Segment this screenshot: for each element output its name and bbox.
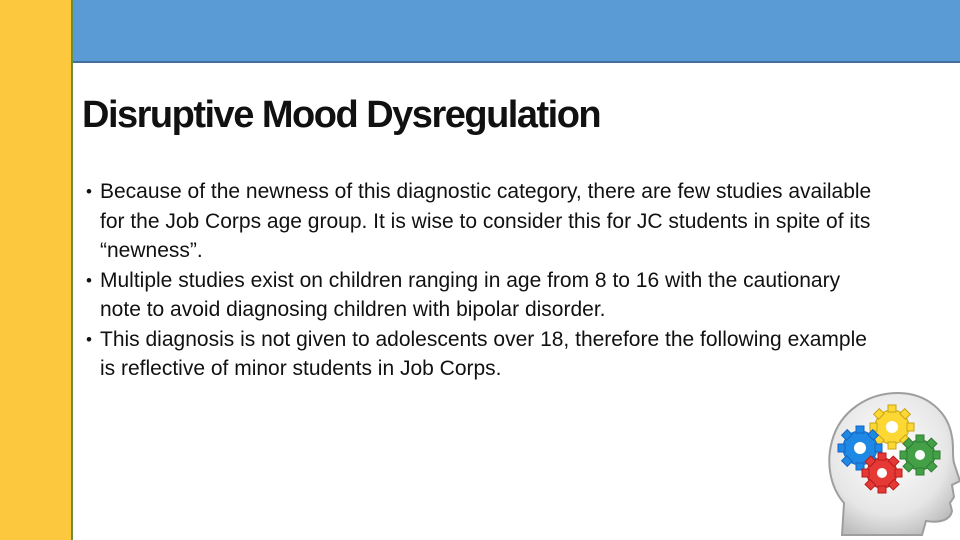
green-gear-icon (900, 435, 940, 475)
bullet-text: Multiple studies exist on children ranging in age from 8 to 16 with the cautionary note to avoid diagnosing children with bipolar disorder. (100, 268, 841, 321)
slide-title: Disruptive Mood Dysregulation (82, 94, 601, 136)
bullet-list (82, 177, 872, 384)
left-accent-bar (0, 0, 73, 540)
red-gear-icon (862, 453, 902, 493)
bullet-item (82, 177, 872, 266)
bullet-marker: • (86, 270, 92, 290)
bullet-marker: • (86, 329, 92, 349)
bullet-item (82, 266, 872, 325)
head-with-gears-icon (822, 385, 960, 540)
bullet-marker: • (86, 182, 92, 201)
bullet-text: This diagnosis is not given to adolescents over 18, therefore the following example is reflective of minor students in Job Corps. (100, 327, 867, 380)
top-header-band (73, 0, 960, 63)
bullet-text: Because of the newness of this diagnostic category, there are few studies available for the Job Corps age group. It is wise to consider this for JC students in spite of its “newness”. (100, 180, 872, 262)
bullet-item (82, 325, 872, 384)
